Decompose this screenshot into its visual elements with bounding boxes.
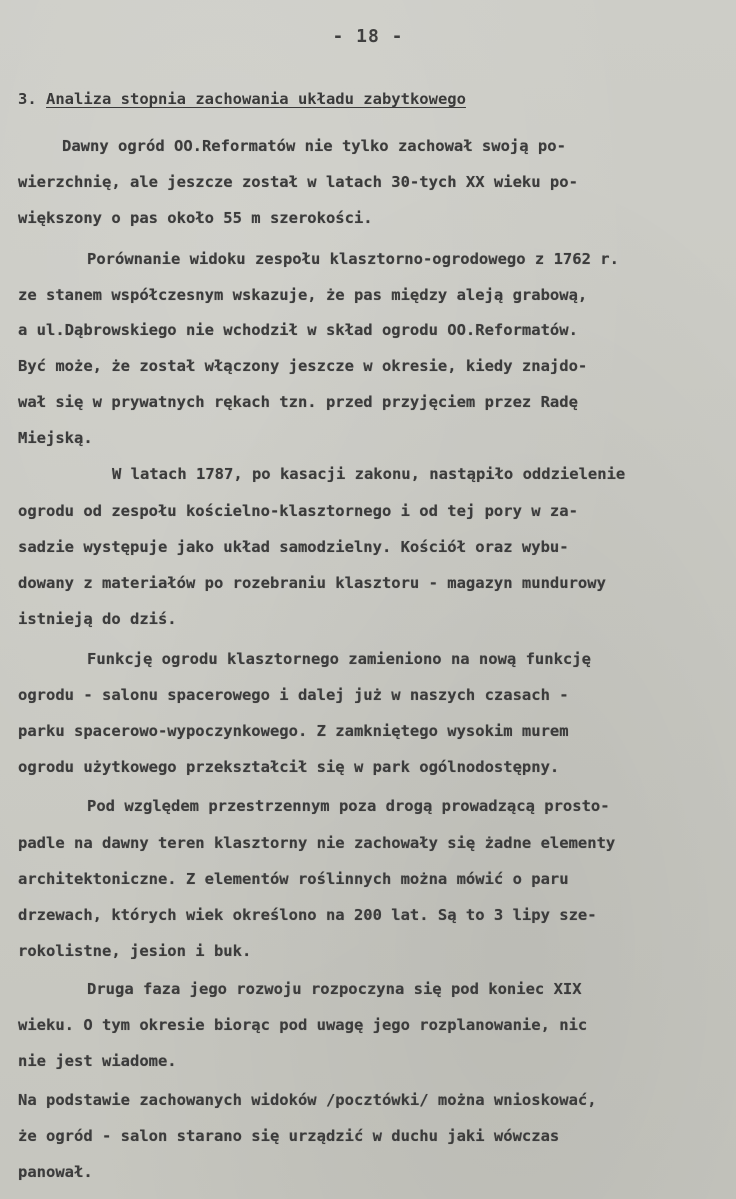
text-line: większony o pas około 55 m szerokości.: [18, 209, 373, 227]
text-line: W latach 1787, po kasacji zakonu, nastąpiło oddzielenie: [112, 465, 626, 483]
text-line: ogrodu użytkowego przekształcił się w park ogólnodostępny.: [18, 758, 560, 776]
text-line: Miejską.: [18, 429, 93, 447]
text-line: drzewach, których wiek określono na 200 lat. Są to 3 lipy sze-: [18, 906, 597, 924]
text-line: wieku. O tym okresie biorąc pod uwagę jego rozplanowanie, nic: [18, 1016, 588, 1034]
text-line: wierzchnię, ale jeszcze został w latach 30-tych XX wieku po-: [18, 173, 578, 191]
text-line: istnieją do dziś.: [18, 610, 177, 628]
text-line: nie jest wiadome.: [18, 1052, 177, 1070]
page-number: - 18 -: [332, 26, 404, 47]
text-line: Funkcję ogrodu klasztornego zamieniono na nową funkcję: [87, 650, 591, 668]
text-line: architektoniczne. Z elementów roślinnych można mówić o paru: [18, 870, 569, 888]
section-heading: [18, 90, 466, 108]
text-line: sadzie występuje jako układ samodzielny. Kościół oraz wybu-: [18, 538, 569, 556]
text-line: a ul.Dąbrowskiego nie wchodził w skład ogrodu OO.Reformatów.: [18, 321, 578, 339]
text-line: Pod względem przestrzennym poza drogą prowadzącą prosto-: [87, 797, 610, 815]
section-title: Analiza stopnia zachowania układu zabytkowego: [46, 90, 466, 108]
text-line: Porównanie widoku zespołu klasztorno-ogrodowego z 1762 r.: [87, 250, 619, 268]
text-line: padle na dawny teren klasztorny nie zachowały się żadne elementy: [18, 834, 616, 852]
text-line: ogrodu - salonu spacerowego i dalej już w naszych czasach -: [18, 686, 569, 704]
text-line: Być może, że został włączony jeszcze w okresie, kiedy znajdo-: [18, 357, 588, 375]
text-line: parku spacerowo-wypoczynkowego. Z zamkniętego wysokim murem: [18, 722, 569, 740]
text-line: ze stanem współczesnym wskazuje, że pas między aleją grabową,: [18, 286, 588, 304]
text-line: rokolistne, jesion i buk.: [18, 942, 252, 960]
text-line: Na podstawie zachowanych widoków /pocztówki/ można wnioskować,: [18, 1091, 597, 1109]
text-line: dowany z materiałów po rozebraniu klasztoru - magazyn mundurowy: [18, 574, 606, 592]
text-line: Druga faza jego rozwoju rozpoczyna się pod koniec XIX: [87, 980, 582, 998]
text-line: ogrodu od zespołu kościelno-klasztornego i od tej pory w za-: [18, 502, 578, 520]
section-number: 3.: [18, 90, 37, 108]
text-line: że ogród - salon starano się urządzić w duchu jaki wówczas: [18, 1127, 560, 1145]
text-line: wał się w prywatnych rękach tzn. przed przyjęciem przez Radę: [18, 393, 578, 411]
text-line: Dawny ogród OO.Reformatów nie tylko zachował swoją po-: [62, 137, 566, 155]
text-line: panował.: [18, 1163, 93, 1181]
